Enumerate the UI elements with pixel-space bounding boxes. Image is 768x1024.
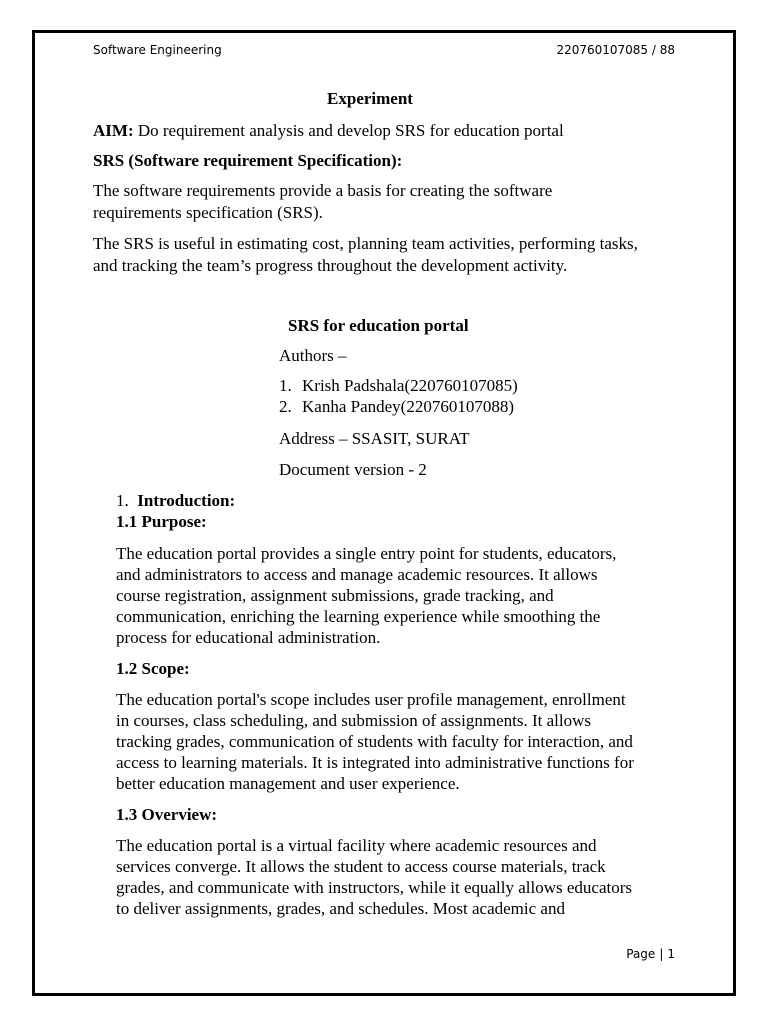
author-num: 2.: [279, 397, 292, 416]
page-footer: [626, 947, 675, 961]
author-name: Kanha Pandey(220760107088): [302, 397, 514, 416]
scope-heading: 1.2 Scope:: [116, 659, 190, 678]
authors-list: [279, 375, 518, 417]
intro-heading: [116, 490, 235, 511]
author-item: [279, 396, 518, 417]
header-left: Software Engineering: [93, 43, 222, 57]
header-right: 220760107085 / 88: [556, 43, 675, 57]
purpose-line: course registration, assignment submissions, grade tracking, and: [116, 586, 554, 605]
authors-label: Authors –: [279, 346, 347, 365]
srs-heading: SRS (Software requirement Specification):: [93, 151, 403, 170]
scope-line: tracking grades, communication of students with faculty for interaction, and: [116, 732, 633, 751]
purpose-heading: 1.1 Purpose:: [116, 512, 207, 531]
aim-line: [93, 120, 564, 141]
purpose-line: The education portal provides a single entry point for students, educators,: [116, 544, 617, 563]
para2-line2: and tracking the team’s progress throughout the development activity.: [93, 256, 568, 275]
address: Address – SSASIT, SURAT: [279, 429, 470, 448]
purpose-line: process for educational administration.: [116, 628, 381, 647]
scope-line: access to learning materials. It is integrated into administrative functions for: [116, 753, 634, 772]
scope-line: The education portal's scope includes user profile management, enrollment: [116, 690, 626, 709]
document-title: Experiment: [327, 89, 413, 108]
para1-line1: The software requirements provide a basis for creating the software: [93, 181, 553, 200]
document-version: Document version - 2: [279, 460, 427, 479]
overview-line: grades, and communicate with instructors, while it equally allows educators: [116, 878, 633, 897]
purpose-line: communication, enriching the learning experience while smoothing the: [116, 607, 601, 626]
overview-line: services converge. It allows the student to access course materials, track: [116, 857, 606, 876]
overview-heading: 1.3 Overview:: [116, 805, 218, 824]
footer-label: Page: [626, 947, 656, 961]
author-item: [279, 375, 518, 396]
para1-line2: requirements specification (SRS).: [93, 203, 323, 222]
scope-line: better education management and user experience.: [116, 774, 460, 793]
para2-line1: The SRS is useful in estimating cost, planning team activities, performing tasks,: [93, 234, 638, 253]
overview-line: The education portal is a virtual facility where academic resources and: [116, 836, 597, 855]
purpose-line: and administrators to access and manage academic resources. It allows: [116, 565, 598, 584]
author-name: Krish Padshala(220760107085): [302, 376, 518, 395]
author-num: 1.: [279, 376, 292, 395]
footer-separator: |: [659, 947, 664, 961]
intro-label: Introduction:: [137, 491, 236, 510]
scope-line: in courses, class scheduling, and submission of assignments. It allows: [116, 711, 592, 730]
overview-line: to deliver assignments, grades, and schedules. Most academic and: [116, 899, 565, 918]
intro-num: 1.: [116, 491, 129, 510]
cover-title: SRS for education portal: [288, 316, 469, 335]
aim-label: AIM:: [93, 121, 134, 140]
aim-text: Do requirement analysis and develop SRS for education portal: [133, 121, 564, 140]
page-number: 1: [667, 947, 675, 961]
